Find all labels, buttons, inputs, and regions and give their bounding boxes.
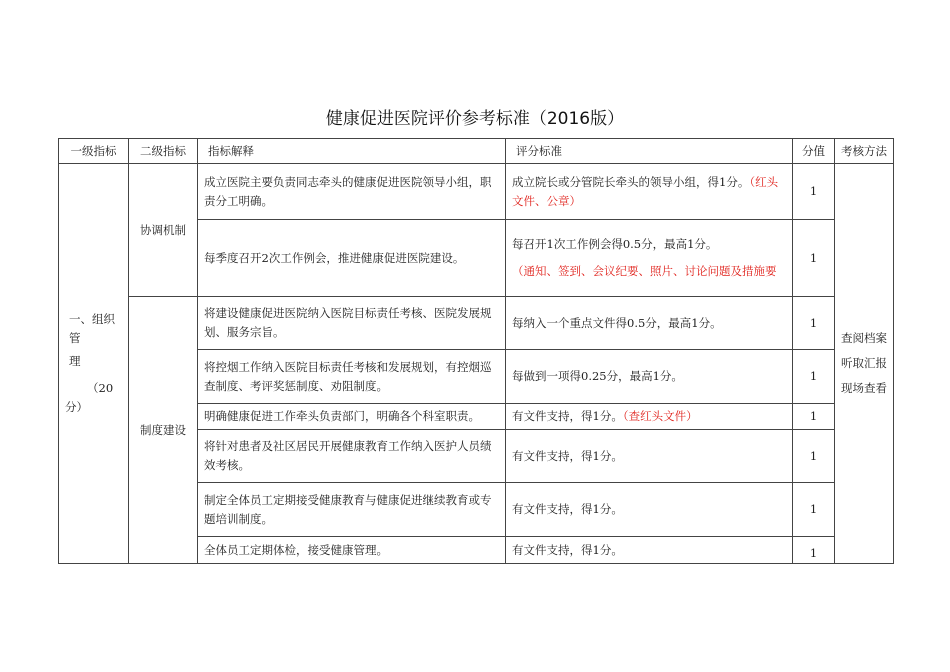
score-cell: 1	[793, 164, 835, 220]
criteria-cell	[506, 537, 793, 564]
method-cell	[835, 164, 894, 564]
header-criteria: 评分标准	[506, 139, 793, 164]
criteria-cell	[506, 220, 793, 297]
level1-line: 一、组织管	[69, 312, 115, 345]
level2-cell: 协调机制	[129, 164, 198, 297]
explain-cell: 将针对患者及社区居民开展健康教育工作纳入医护人员绩效考核。	[198, 430, 506, 483]
table-row	[59, 297, 894, 350]
level1-line: 理	[69, 354, 81, 368]
score-cell: 1	[793, 350, 835, 404]
level1-line: 分）	[65, 400, 88, 414]
score-cell: 1	[793, 430, 835, 483]
level1-line: （20	[87, 381, 114, 395]
criteria-note: （红头文件、公章）	[512, 174, 779, 208]
criteria-cell	[506, 297, 793, 350]
criteria-text: 有文件支持，得1分。	[512, 502, 623, 516]
criteria-cell	[506, 430, 793, 483]
score-cell: 1	[793, 483, 835, 537]
explain-cell: 将控烟工作纳入医院目标责任考核和发展规划，有控烟巡查制度、考评奖惩制度、劝阻制度。	[198, 350, 506, 404]
score-cell: 1	[793, 537, 835, 564]
criteria-text: 成立院长或分管院长牵头的领导小组，得1分。	[512, 174, 750, 189]
criteria-cell	[506, 404, 793, 430]
criteria-text: 每做到一项得0.25分，最高1分。	[512, 369, 683, 383]
method-line: 听取汇报	[841, 356, 887, 370]
method-line: 查阅档案	[841, 331, 887, 345]
criteria-text: 每召开1次工作例会得0.5分，最高1分。	[512, 237, 718, 251]
explain-cell: 将建设健康促进医院纳入医院目标责任考核、医院发展规划、服务宗旨。	[198, 297, 506, 350]
score-cell: 1	[793, 297, 835, 350]
explain-cell: 明确健康促进工作牵头负责部门，明确各个科室职责。	[198, 404, 506, 430]
explain-cell: 每季度召开2次工作例会，推进健康促进医院建设。	[198, 220, 506, 297]
level2-cell: 制度建设	[129, 297, 198, 564]
criteria-cell	[506, 483, 793, 537]
explain-cell: 全体员工定期体检，接受健康管理。	[198, 537, 506, 564]
table-row	[59, 164, 894, 220]
method-line: 现场查看	[841, 381, 887, 395]
header-method: 考核方法	[835, 139, 894, 164]
table-header-row	[59, 139, 894, 164]
criteria-text: 有文件支持，得1分。	[512, 542, 623, 557]
header-level1: 一级指标	[59, 139, 129, 164]
header-level2: 二级指标	[129, 139, 198, 164]
level1-cell	[59, 164, 129, 564]
criteria-cell	[506, 164, 793, 220]
header-explain: 指标解释	[198, 139, 506, 164]
score-cell: 1	[793, 220, 835, 297]
standards-table	[58, 138, 894, 564]
header-score: 分值	[793, 139, 835, 164]
criteria-text: 每纳入一个重点文件得0.5分，最高1分。	[512, 315, 722, 330]
criteria-note: （通知、签到、会议纪要、照片、讨论问题及措施要	[512, 264, 777, 278]
criteria-cell	[506, 350, 793, 404]
criteria-note: （查红头文件）	[622, 409, 698, 423]
criteria-text: 有文件支持，得1分。	[512, 448, 623, 463]
criteria-text: 有文件支持，得1分。	[512, 409, 623, 423]
explain-cell: 制定全体员工定期接受健康教育与健康促进继续教育或专题培训制度。	[198, 483, 506, 537]
score-cell: 1	[793, 404, 835, 430]
explain-cell: 成立医院主要负责同志牵头的健康促进医院领导小组，职责分工明确。	[198, 164, 506, 220]
page-title: 健康促进医院评价参考标准（2016版）	[325, 109, 625, 129]
